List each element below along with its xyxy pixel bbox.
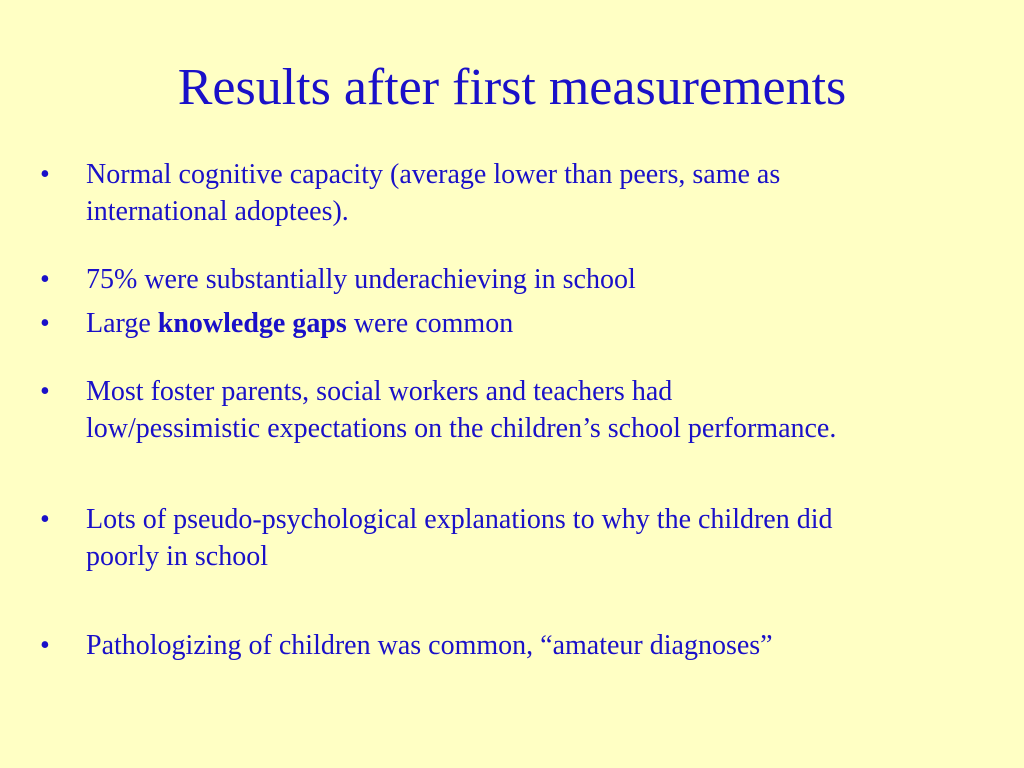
bullet-item-knowledge-gaps	[40, 305, 1015, 342]
bullet-line: Lots of pseudo-psychological explanations to why the children did	[86, 504, 833, 535]
bullet-marker: •	[40, 264, 50, 295]
bullet-item-expectations	[40, 373, 1015, 447]
bullet-line: low/pessimistic expectations on the children’s school performance.	[86, 413, 837, 444]
bullet-item-pathologizing	[40, 627, 1015, 664]
bullet-text	[86, 501, 1016, 575]
slide-title: Results after first measurements	[177, 59, 847, 116]
bullet-text: Pathologizing of children was common, “amateur diagnoses”	[86, 630, 773, 661]
bullet-text	[86, 156, 1016, 230]
bullet-line: poorly in school	[86, 541, 268, 572]
bullet-item-cognitive-capacity	[40, 156, 1015, 230]
bullet-item-underachieving	[40, 261, 1015, 298]
bullet-marker: •	[40, 308, 50, 339]
bullet-marker: •	[40, 504, 50, 535]
bullet-marker: •	[40, 630, 50, 661]
bullet-line: international adoptees).	[86, 196, 349, 227]
bullet-text-prefix: Large	[86, 308, 158, 339]
bullet-line: Normal cognitive capacity (average lower than peers, same as	[86, 159, 781, 190]
bullet-text	[86, 305, 1016, 342]
bullet-text-emphasis: knowledge gaps	[157, 308, 347, 339]
bullet-marker: •	[40, 159, 50, 190]
bullet-text: 75% were substantially underachieving in school	[86, 264, 636, 295]
bullet-text-suffix: were common	[346, 308, 514, 339]
bullet-line: Most foster parents, social workers and teachers had	[86, 376, 673, 407]
bullet-item-pseudo-psychological	[40, 501, 1015, 575]
bullet-text	[86, 373, 1016, 447]
bullet-marker: •	[40, 376, 50, 407]
